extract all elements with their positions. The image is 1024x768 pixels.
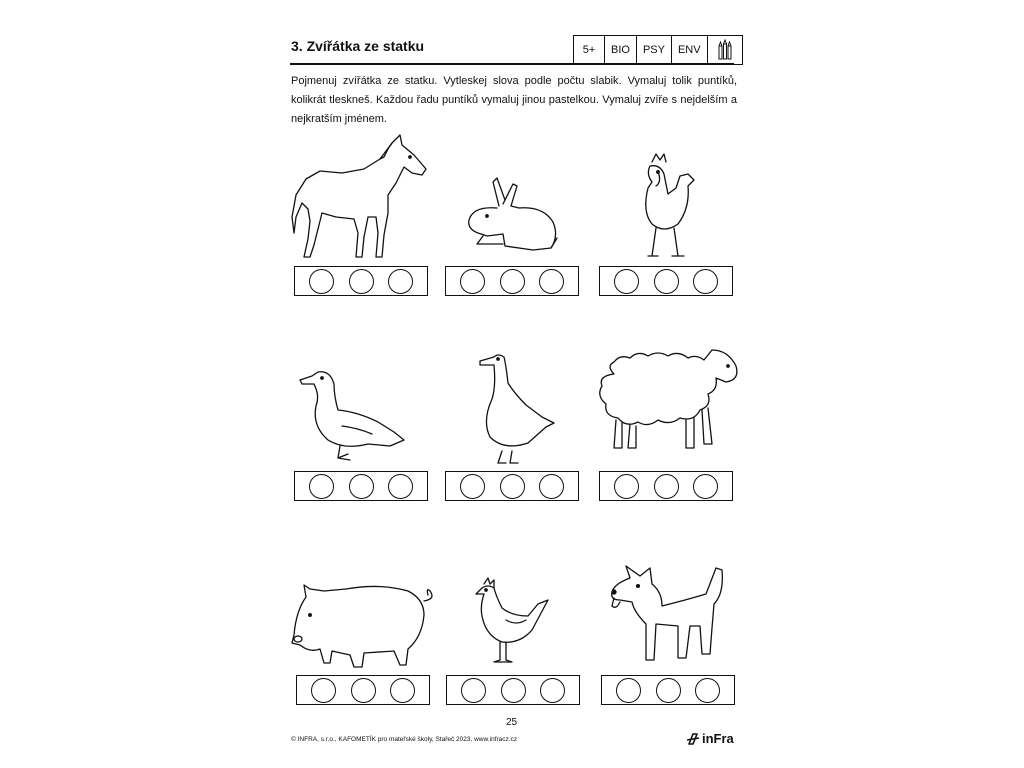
pig-icon [290, 581, 436, 675]
syllable-dot[interactable] [349, 269, 374, 294]
tag-psy: PSY [637, 36, 672, 64]
tag-env: ENV [672, 36, 708, 64]
dog-icon [606, 564, 728, 666]
syllable-box-dog[interactable] [601, 675, 735, 705]
syllable-dot[interactable] [693, 474, 718, 499]
copyright-footer: © INFRA, s.r.o., KAFOMETÍK pro mateřské školy, Stařeč 2023, www.infracz.cz [291, 736, 518, 743]
syllable-box-sheep[interactable] [599, 471, 733, 501]
rooster-icon [638, 152, 698, 262]
syllable-dot[interactable] [695, 678, 720, 703]
duck-icon [298, 366, 408, 466]
syllable-dot[interactable] [693, 269, 718, 294]
syllable-box-horse[interactable] [294, 266, 428, 296]
rabbit-icon [463, 176, 563, 256]
syllable-box-goose[interactable] [445, 471, 579, 501]
syllable-dot[interactable] [540, 678, 565, 703]
crayons-icon [708, 36, 742, 64]
syllable-box-duck[interactable] [294, 471, 428, 501]
syllable-dot[interactable] [309, 269, 334, 294]
syllable-dot[interactable] [654, 269, 679, 294]
logo-text: inFra [702, 731, 734, 746]
syllable-dot[interactable] [349, 474, 374, 499]
syllable-dot[interactable] [460, 269, 485, 294]
goose-icon [476, 351, 556, 469]
syllable-dot[interactable] [539, 474, 564, 499]
hen-icon [472, 576, 552, 668]
syllable-dot[interactable] [500, 474, 525, 499]
tag-bio: BIO [605, 36, 637, 64]
page-title: 3. Zvířátka ze statku [291, 38, 425, 54]
syllable-dot[interactable] [654, 474, 679, 499]
horse-icon [292, 133, 432, 263]
instructions-text: Pojmenuj zvířátka ze statku. Vytleskej slova podle počtu slabik. Vymaluj tolik puntíků, kolikrát tleskneš. Každou řadu puntíků vymaluj jinou pastelkou. Vymaluj zvíře s nejdelším a nejkratším jménem. [291, 75, 737, 125]
syllable-box-rabbit[interactable] [445, 266, 579, 296]
syllable-dot[interactable] [388, 474, 413, 499]
syllable-dot[interactable] [614, 269, 639, 294]
infra-logo-icon [686, 732, 700, 746]
tag-age: 5+ [574, 36, 605, 64]
syllable-dot[interactable] [311, 678, 336, 703]
tag-box [573, 35, 743, 65]
publisher-logo [686, 731, 734, 746]
syllable-dot[interactable] [614, 474, 639, 499]
sheep-icon [594, 346, 742, 458]
syllable-dot[interactable] [656, 678, 681, 703]
syllable-dot[interactable] [500, 269, 525, 294]
syllable-dot[interactable] [309, 474, 334, 499]
syllable-dot[interactable] [461, 678, 486, 703]
page-number: 25 [506, 717, 518, 728]
syllable-dot[interactable] [539, 269, 564, 294]
syllable-dot[interactable] [351, 678, 376, 703]
syllable-box-hen[interactable] [446, 675, 580, 705]
syllable-box-pig[interactable] [296, 675, 430, 705]
syllable-dot[interactable] [501, 678, 526, 703]
syllable-box-rooster[interactable] [599, 266, 733, 296]
syllable-dot[interactable] [460, 474, 485, 499]
syllable-dot[interactable] [388, 269, 413, 294]
syllable-dot[interactable] [616, 678, 641, 703]
syllable-dot[interactable] [390, 678, 415, 703]
